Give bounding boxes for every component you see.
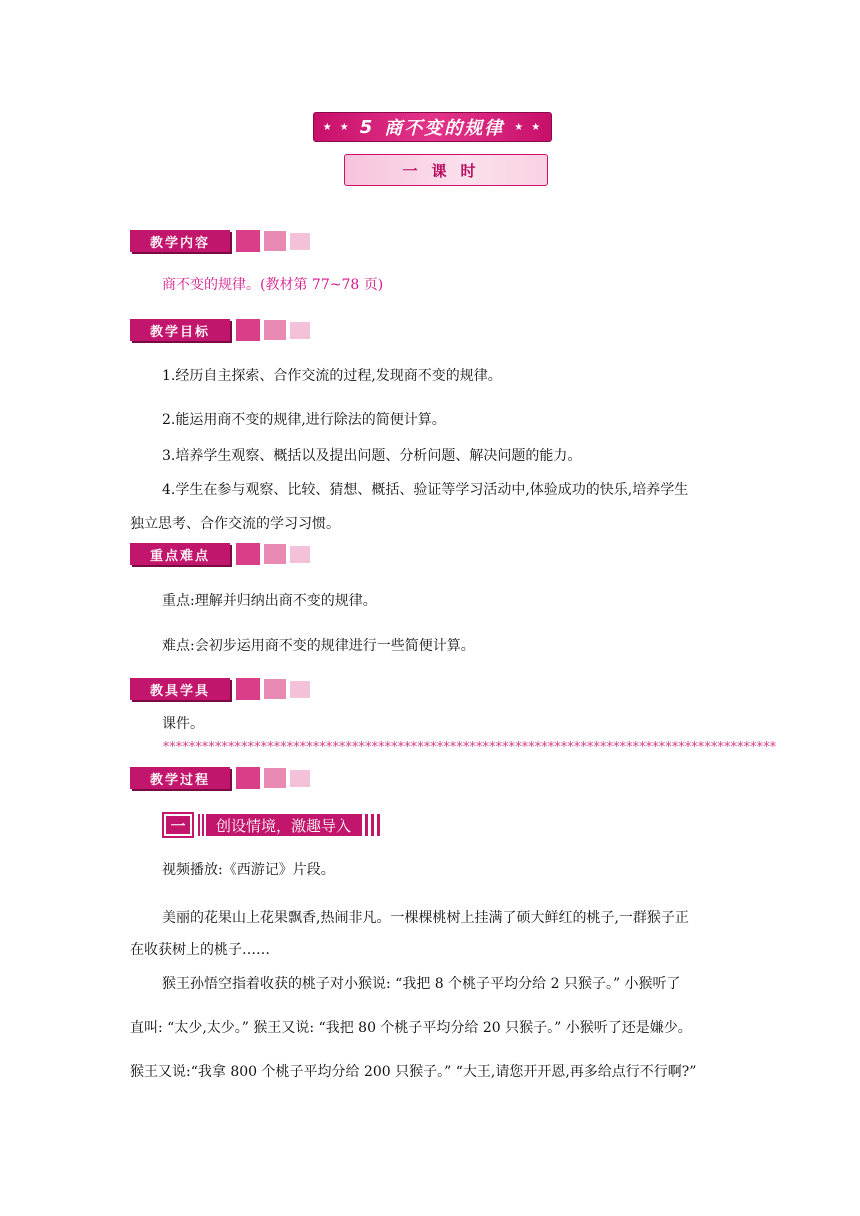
decor-square [290, 546, 310, 563]
lesson-number: 5 [359, 116, 375, 138]
decor-square [264, 320, 286, 340]
decor-square [290, 322, 310, 339]
decor-square [264, 231, 286, 251]
tools-text: 课件。 [162, 716, 204, 732]
step-header [162, 812, 383, 838]
decor-bars [359, 814, 383, 836]
goal-item: 独立思考、合作交流的学习习惯。 [130, 516, 340, 532]
process-paragraph: 视频播放:《西游记》片段。 [162, 862, 335, 878]
star-icon: ★ [322, 121, 334, 133]
section-label: 教学过程 [130, 767, 230, 789]
decor-square [236, 767, 260, 789]
decor-square [264, 544, 286, 564]
section-header-tools [130, 677, 310, 701]
process-paragraph: 美丽的花果山上花果飘香,热闹非凡。一棵棵桃树上挂满了硕大鲜红的桃子,一群猴子正 [162, 910, 689, 926]
decor-square [264, 679, 286, 699]
lesson-period: 一课时 [402, 161, 490, 180]
decor-square [236, 230, 260, 252]
decor-square [236, 678, 260, 700]
section-header-content [130, 229, 310, 253]
step-title: 创设情境，激趣导入 [208, 814, 359, 836]
star-icon: ★ [514, 121, 526, 133]
process-paragraph: 在收获树上的桃子…… [130, 942, 270, 958]
decor-square [236, 543, 260, 565]
lesson-period-tag [344, 154, 548, 186]
process-paragraph: 猴王孙悟空指着收获的桃子对小猴说: “我把 8 个桃子平均分给 2 只猴子。” 小猴听了 [162, 976, 681, 992]
decor-square [264, 768, 286, 788]
decor-square [290, 770, 310, 787]
decor-square [290, 233, 310, 250]
goal-item: 2.能运用商不变的规律,进行除法的简便计算。 [162, 412, 446, 428]
lesson-title-banner [313, 112, 552, 142]
lesson-title: 商不变的规律 [384, 118, 505, 139]
section-label: 教学内容 [130, 230, 230, 252]
goal-item: 3.培养学生观察、概括以及提出问题、分析问题、解决问题的能力。 [162, 448, 582, 464]
decor-bars [198, 814, 208, 836]
goal-item: 1.经历自主探索、合作交流的过程,发现商不变的规律。 [162, 368, 502, 384]
decor-square [290, 681, 310, 698]
content-text: 商不变的规律。(教材第 77~78 页) [162, 277, 384, 293]
process-paragraph: 猴王又说:“我拿 800 个桃子平均分给 200 只猴子。” “大王,请您开开恩,再多给点行不行啊?” [130, 1064, 697, 1080]
difficult-point: 难点:会初步运用商不变的规律进行一些简便计算。 [162, 638, 475, 654]
section-header-goals [130, 318, 310, 342]
section-header-keypoints [130, 542, 310, 566]
section-label: 教具学具 [130, 678, 230, 700]
star-icon: ★ [339, 121, 351, 133]
section-header-process [130, 766, 310, 790]
decor-square [236, 319, 260, 341]
star-divider: ********************************************************************************************** [162, 740, 776, 755]
goal-item: 4.学生在参与观察、比较、猜想、概括、验证等学习活动中,体验成功的快乐,培养学生 [162, 482, 689, 498]
section-label: 重点难点 [130, 543, 230, 565]
key-point: 重点:理解并归纳出商不变的规律。 [162, 593, 377, 609]
section-label: 教学目标 [130, 319, 230, 341]
process-paragraph: 直叫: “太少,太少。” 猴王又说: “我把 80 个桃子平均分给 20 只猴子。” 小猴听了还是嫌少。 [130, 1020, 692, 1036]
step-number: 一 [162, 812, 194, 838]
star-icon: ★ [531, 121, 543, 133]
